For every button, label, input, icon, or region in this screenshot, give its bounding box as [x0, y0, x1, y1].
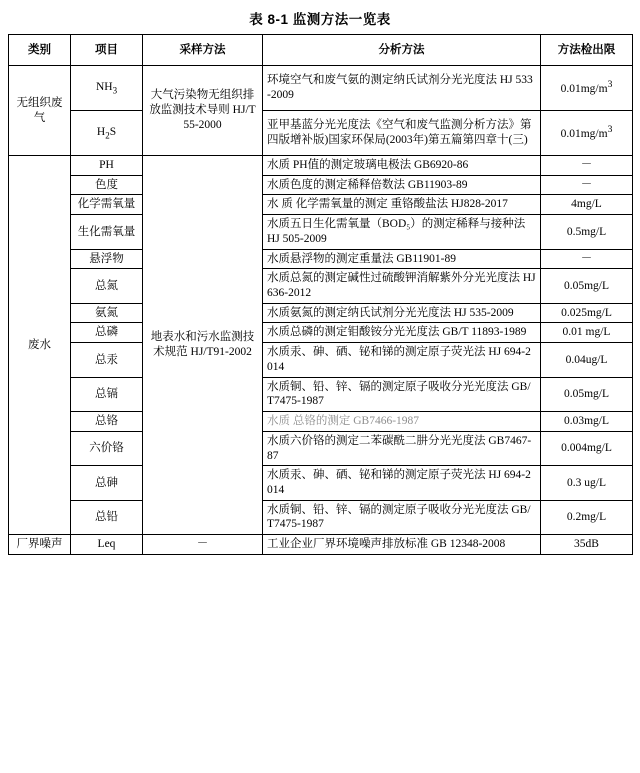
cell-limit: 0.05mg/L: [541, 377, 633, 411]
table-row: [9, 500, 633, 534]
cell-limit: 4mg/L: [541, 195, 633, 215]
cell-category-wastewater: 废水: [9, 156, 71, 535]
cell-limit: －: [541, 249, 633, 269]
table-row: [9, 377, 633, 411]
cell-item: 生化需氧量: [71, 215, 143, 249]
table-row: [9, 195, 633, 215]
cell-limit: 0.2mg/L: [541, 500, 633, 534]
cell-analysis: 水质五日生化需氧量（BOD₅）的测定稀释与接种法 HJ 505-2009: [263, 215, 541, 249]
cell-item: 总镉: [71, 377, 143, 411]
cell-limit: [541, 111, 633, 156]
cell-item: 总铬: [71, 412, 143, 432]
cell-analysis: 水质 PH值的测定玻璃电极法 GB6920-86: [263, 156, 541, 176]
cell-analysis: 水质 总铬的测定 GB7466-1987: [263, 412, 541, 432]
table-row: [9, 323, 633, 343]
item-text-tail: S: [109, 125, 117, 138]
cell-item: PH: [71, 156, 143, 176]
cell-item-h2s: [71, 111, 143, 156]
table-row: [9, 111, 633, 156]
page-title: 表 8-1 监测方法一览表: [249, 12, 391, 27]
cell-limit: 0.05mg/L: [541, 269, 633, 303]
cell-category-noise: 厂界噪声: [9, 535, 71, 555]
table-row: [9, 156, 633, 176]
table-row: [9, 269, 633, 303]
cell-sampling-waste-gas: 大气污染物无组织排放监测技术导则 HJ/T55-2000: [143, 66, 263, 156]
header-analysis-method: 分析方法: [263, 35, 541, 66]
cell-item: 总磷: [71, 323, 143, 343]
limit-text: 0.01mg/m: [560, 83, 608, 96]
header-sampling-method: 采样方法: [143, 35, 263, 66]
cell-item: 总砷: [71, 466, 143, 500]
cell-analysis: 水 质 化学需氧量的测定 重铬酸盐法 HJ828-2017: [263, 195, 541, 215]
cell-limit: 0.3 ug/L: [541, 466, 633, 500]
cell-category-waste-gas: 无组织废气: [9, 66, 71, 156]
limit-superscript: 3: [607, 79, 613, 91]
cell-analysis: 亚甲基蓝分光光度法《空气和废气监测分析方法》第四版增补版)国家环保局(2003年)第五篇第四章十(三): [263, 111, 541, 156]
cell-analysis: 工业企业厂界环境噪声排放标准 GB 12348-2008: [263, 535, 541, 555]
cell-limit: －: [541, 175, 633, 195]
table-row: [9, 466, 633, 500]
table-row: [9, 431, 633, 465]
cell-item: Leq: [71, 535, 143, 555]
cell-sampling-noise: －: [143, 535, 263, 555]
cell-limit: 0.04ug/L: [541, 343, 633, 377]
table-row: [9, 303, 633, 323]
monitoring-methods-table: [8, 34, 633, 555]
cell-item: 色度: [71, 175, 143, 195]
table-row: [9, 249, 633, 269]
cell-analysis: 水质悬浮物的测定重量法 GB11901-89: [263, 249, 541, 269]
limit-text: 0.01mg/m: [560, 128, 608, 141]
cell-analysis: 水质氨氮的测定纳氏试剂分光光度法 HJ 535-2009: [263, 303, 541, 323]
table-header-row: [9, 35, 633, 66]
header-category: 类别: [9, 35, 71, 66]
cell-item-nh3: [71, 66, 143, 111]
cell-sampling-wastewater: 地表水和污水监测技术规范 HJ/T91-2002: [143, 156, 263, 535]
item-subscript: 2: [105, 129, 110, 140]
table-row: [9, 66, 633, 111]
cell-analysis: 水质六价铬的测定二苯碳酰二肼分光光度法 GB7467-87: [263, 431, 541, 465]
cell-analysis: 水质汞、砷、硒、铋和锑的测定原子荧光法 HJ 694-2014: [263, 466, 541, 500]
header-detection-limit: 方法检出限: [541, 35, 633, 66]
table-row: [9, 343, 633, 377]
cell-analysis: 水质铜、铅、锌、镉的测定原子吸收分光光度法 GB/T7475-1987: [263, 377, 541, 411]
cell-analysis: 水质色度的测定稀释倍数法 GB11903-89: [263, 175, 541, 195]
cell-analysis: 水质铜、铅、锌、镉的测定原子吸收分光光度法 GB/T7475-1987: [263, 500, 541, 534]
item-subscript: 3: [112, 84, 118, 95]
limit-superscript: 3: [607, 124, 613, 136]
cell-limit: 35dB: [541, 535, 633, 555]
cell-limit: 0.03mg/L: [541, 412, 633, 432]
cell-limit: [541, 66, 633, 111]
cell-item: 总汞: [71, 343, 143, 377]
table-row: [9, 535, 633, 555]
cell-analysis: 水质总磷的测定钼酸铵分光光度法 GB/T 11893-1989: [263, 323, 541, 343]
cell-limit: 0.025mg/L: [541, 303, 633, 323]
item-text: H: [96, 125, 106, 138]
cell-limit: 0.004mg/L: [541, 431, 633, 465]
cell-analysis: 水质汞、砷、硒、铋和锑的测定原子荧光法 HJ 694-2014: [263, 343, 541, 377]
cell-limit: －: [541, 156, 633, 176]
item-text: NH: [95, 80, 113, 93]
cell-analysis: 环境空气和废气氨的测定纳氏试剂分光光度法 HJ 533-2009: [263, 66, 541, 111]
cell-analysis: 水质总氮的测定碱性过硫酸钾消解紫外分光光度法 HJ 636-2012: [263, 269, 541, 303]
cell-item: 悬浮物: [71, 249, 143, 269]
cell-limit: 0.5mg/L: [541, 215, 633, 249]
table-row: [9, 175, 633, 195]
header-item: 项目: [71, 35, 143, 66]
cell-item: 六价铬: [71, 431, 143, 465]
table-row: [9, 215, 633, 249]
cell-limit: 0.01 mg/L: [541, 323, 633, 343]
table-row: [9, 412, 633, 432]
cell-item: 总铅: [71, 500, 143, 534]
cell-item: 总氮: [71, 269, 143, 303]
cell-item: 化学需氧量: [71, 195, 143, 215]
cell-item: 氨氮: [71, 303, 143, 323]
